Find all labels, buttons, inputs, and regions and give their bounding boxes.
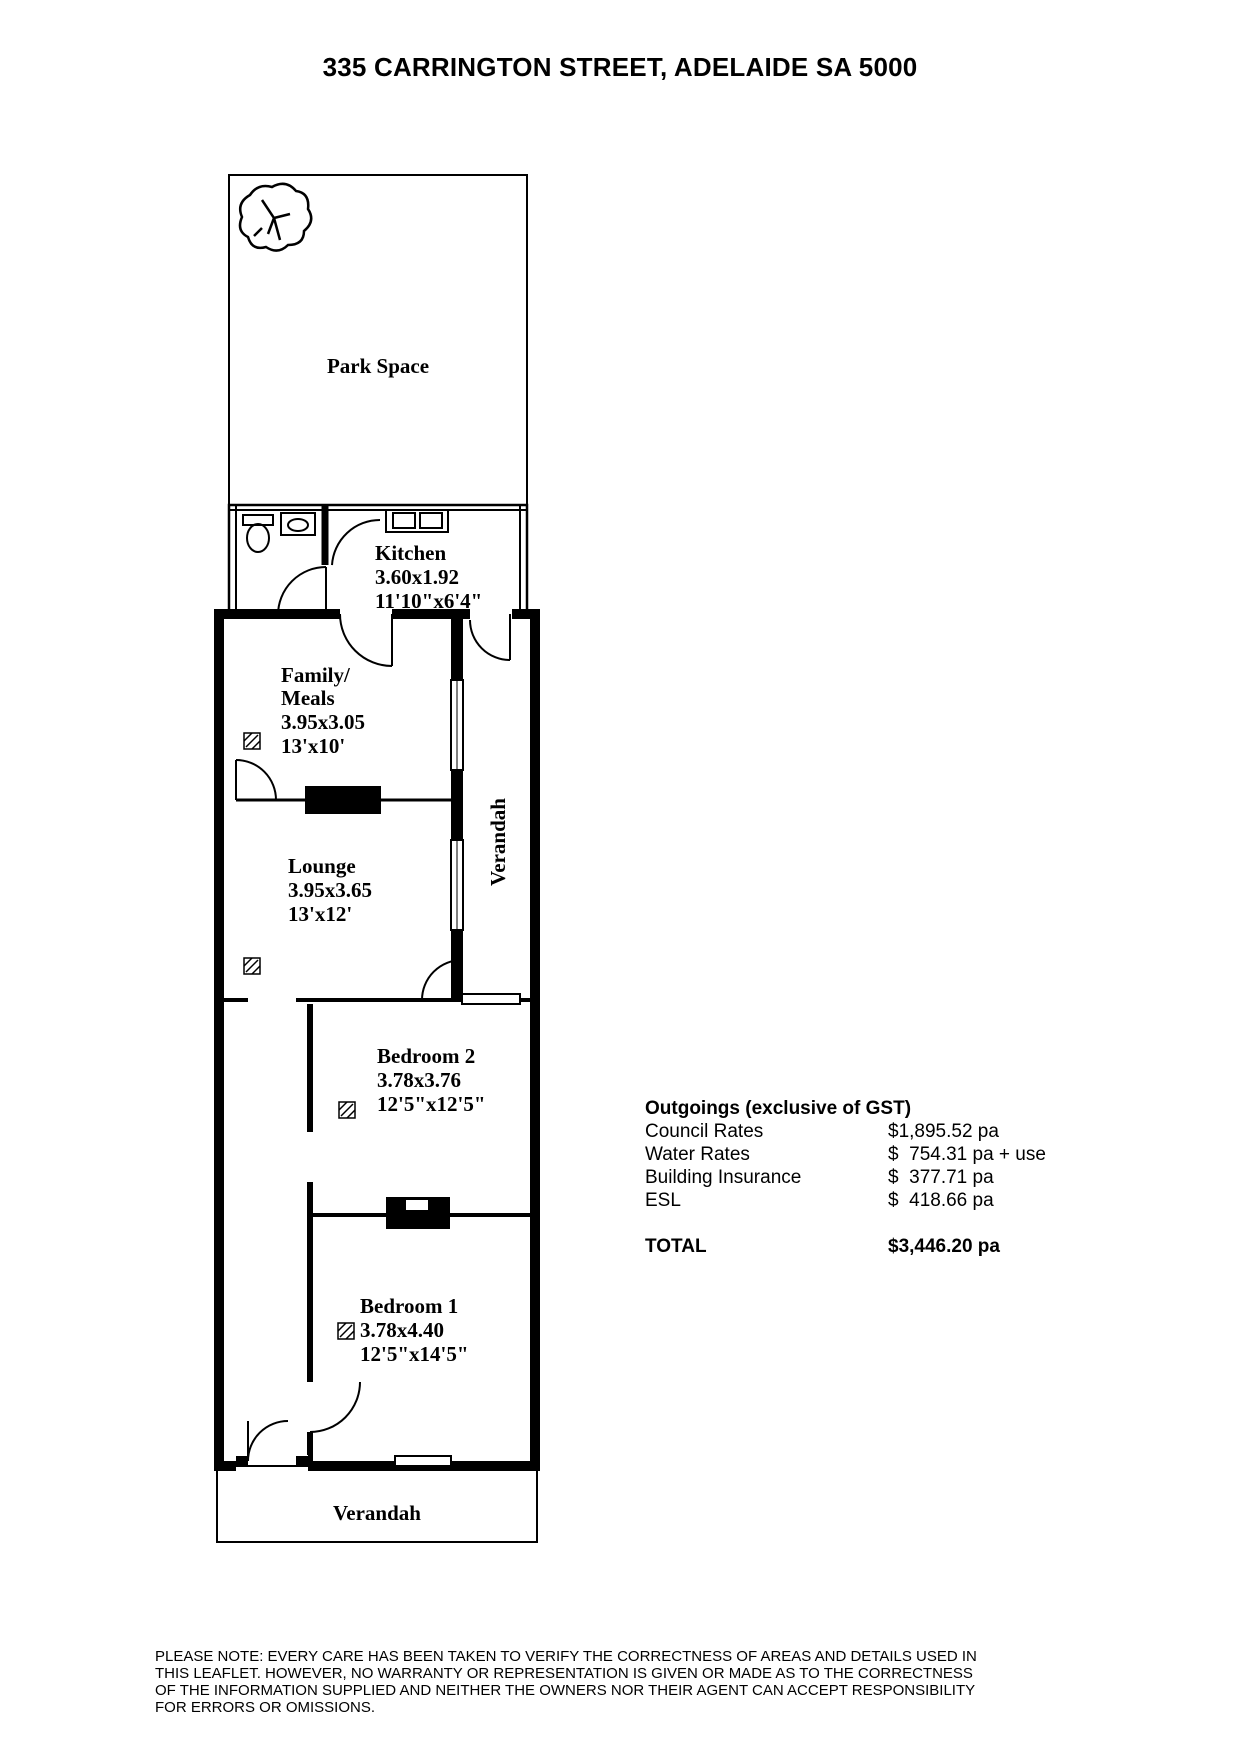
kitchen-door-swing: [332, 520, 380, 565]
outgoings-row: [645, 1189, 1105, 1212]
outgoing-label: ESL: [645, 1190, 681, 1211]
sink-icon: [386, 510, 448, 532]
disclaimer-line: FOR ERRORS OR OMISSIONS.: [155, 1699, 376, 1716]
disclaimer-line: THIS LEAFLET. HOWEVER, NO WARRANTY OR REPRESENTATION IS GIVEN OR MADE AS TO THE CORRECTNESS: [155, 1665, 973, 1682]
kitchen-label: Kitchen: [375, 541, 447, 565]
verandah-door-swing: [470, 620, 510, 660]
heater-icon: [244, 958, 260, 974]
disclaimer-line: OF THE INFORMATION SUPPLIED AND NEITHER THE OWNERS NOR THEIR AGENT CAN ACCEPT RESPONSIBILITY: [155, 1682, 976, 1699]
park-space-outline: [229, 175, 527, 505]
page-title: 335 CARRINGTON STREET, ADELAIDE SA 5000: [322, 52, 918, 82]
outgoing-value: $ 754.31 pa + use: [888, 1144, 1046, 1165]
family-meals-imperial: 13'x10': [281, 734, 346, 758]
lounge-imperial: 13'x12': [288, 902, 353, 926]
disclaimer: [155, 1648, 1105, 1716]
toilet-icon: [243, 515, 273, 552]
bedroom1-label: Bedroom 1: [360, 1294, 459, 1318]
outgoings-heading: Outgoings (exclusive of GST): [645, 1098, 912, 1119]
family-meals-label-2: Meals: [281, 686, 335, 710]
outgoing-label: Building Insurance: [645, 1167, 802, 1188]
bedroom2-label: Bedroom 2: [377, 1044, 476, 1068]
basin-icon: [281, 513, 315, 535]
total-label: TOTAL: [645, 1236, 707, 1257]
family-meals-label-1: Family/: [281, 663, 350, 687]
fireplace-lounge: [305, 786, 381, 814]
total-value: $3,446.20 pa: [888, 1236, 1000, 1257]
outgoings-total-row: [645, 1235, 1105, 1258]
side-verandah-label: Verandah: [486, 798, 510, 886]
outgoing-value: $ 377.71 pa: [888, 1167, 994, 1188]
family-meals-metric: 3.95x3.05: [281, 710, 365, 734]
outgoing-value: $1,895.52 pa: [888, 1121, 999, 1142]
outgoing-label: Council Rates: [645, 1121, 764, 1142]
bedroom2-metric: 3.78x3.76: [377, 1068, 461, 1092]
outgoings-row: [645, 1166, 1105, 1189]
family-lounge-door-swing: [236, 760, 276, 800]
park-space-label: Park Space: [326, 354, 430, 378]
tree-icon: [240, 184, 311, 251]
bedroom1-metric: 3.78x4.40: [360, 1318, 444, 1342]
heater-icon: [338, 1323, 354, 1339]
heater-icon: [339, 1102, 355, 1118]
bedroom2-imperial: 12'5"x12'5": [377, 1092, 486, 1116]
lounge-metric: 3.95x3.65: [288, 878, 372, 902]
disclaimer-line: PLEASE NOTE: EVERY CARE HAS BEEN TAKEN TO VERIFY THE CORRECTNESS OF AREAS AND DETAILS USED IN: [155, 1648, 977, 1665]
outgoings-row: [645, 1120, 1105, 1143]
outgoings-row: [645, 1143, 1105, 1166]
outgoing-value: $ 418.66 pa: [888, 1190, 994, 1211]
bedroom1-imperial: 12'5"x14'5": [360, 1342, 469, 1366]
outgoings-panel: [645, 1097, 1105, 1258]
kitchen-metric: 3.60x1.92: [375, 565, 459, 589]
wc-door-swing: [278, 567, 326, 615]
front-verandah-label: Verandah: [333, 1501, 421, 1525]
outgoing-label: Water Rates: [645, 1144, 750, 1165]
heater-icon: [244, 733, 260, 749]
bedroom1-door-swing: [310, 1382, 360, 1432]
lounge-label: Lounge: [288, 854, 356, 878]
kitchen-imperial: 11'10"x6'4": [375, 589, 483, 613]
